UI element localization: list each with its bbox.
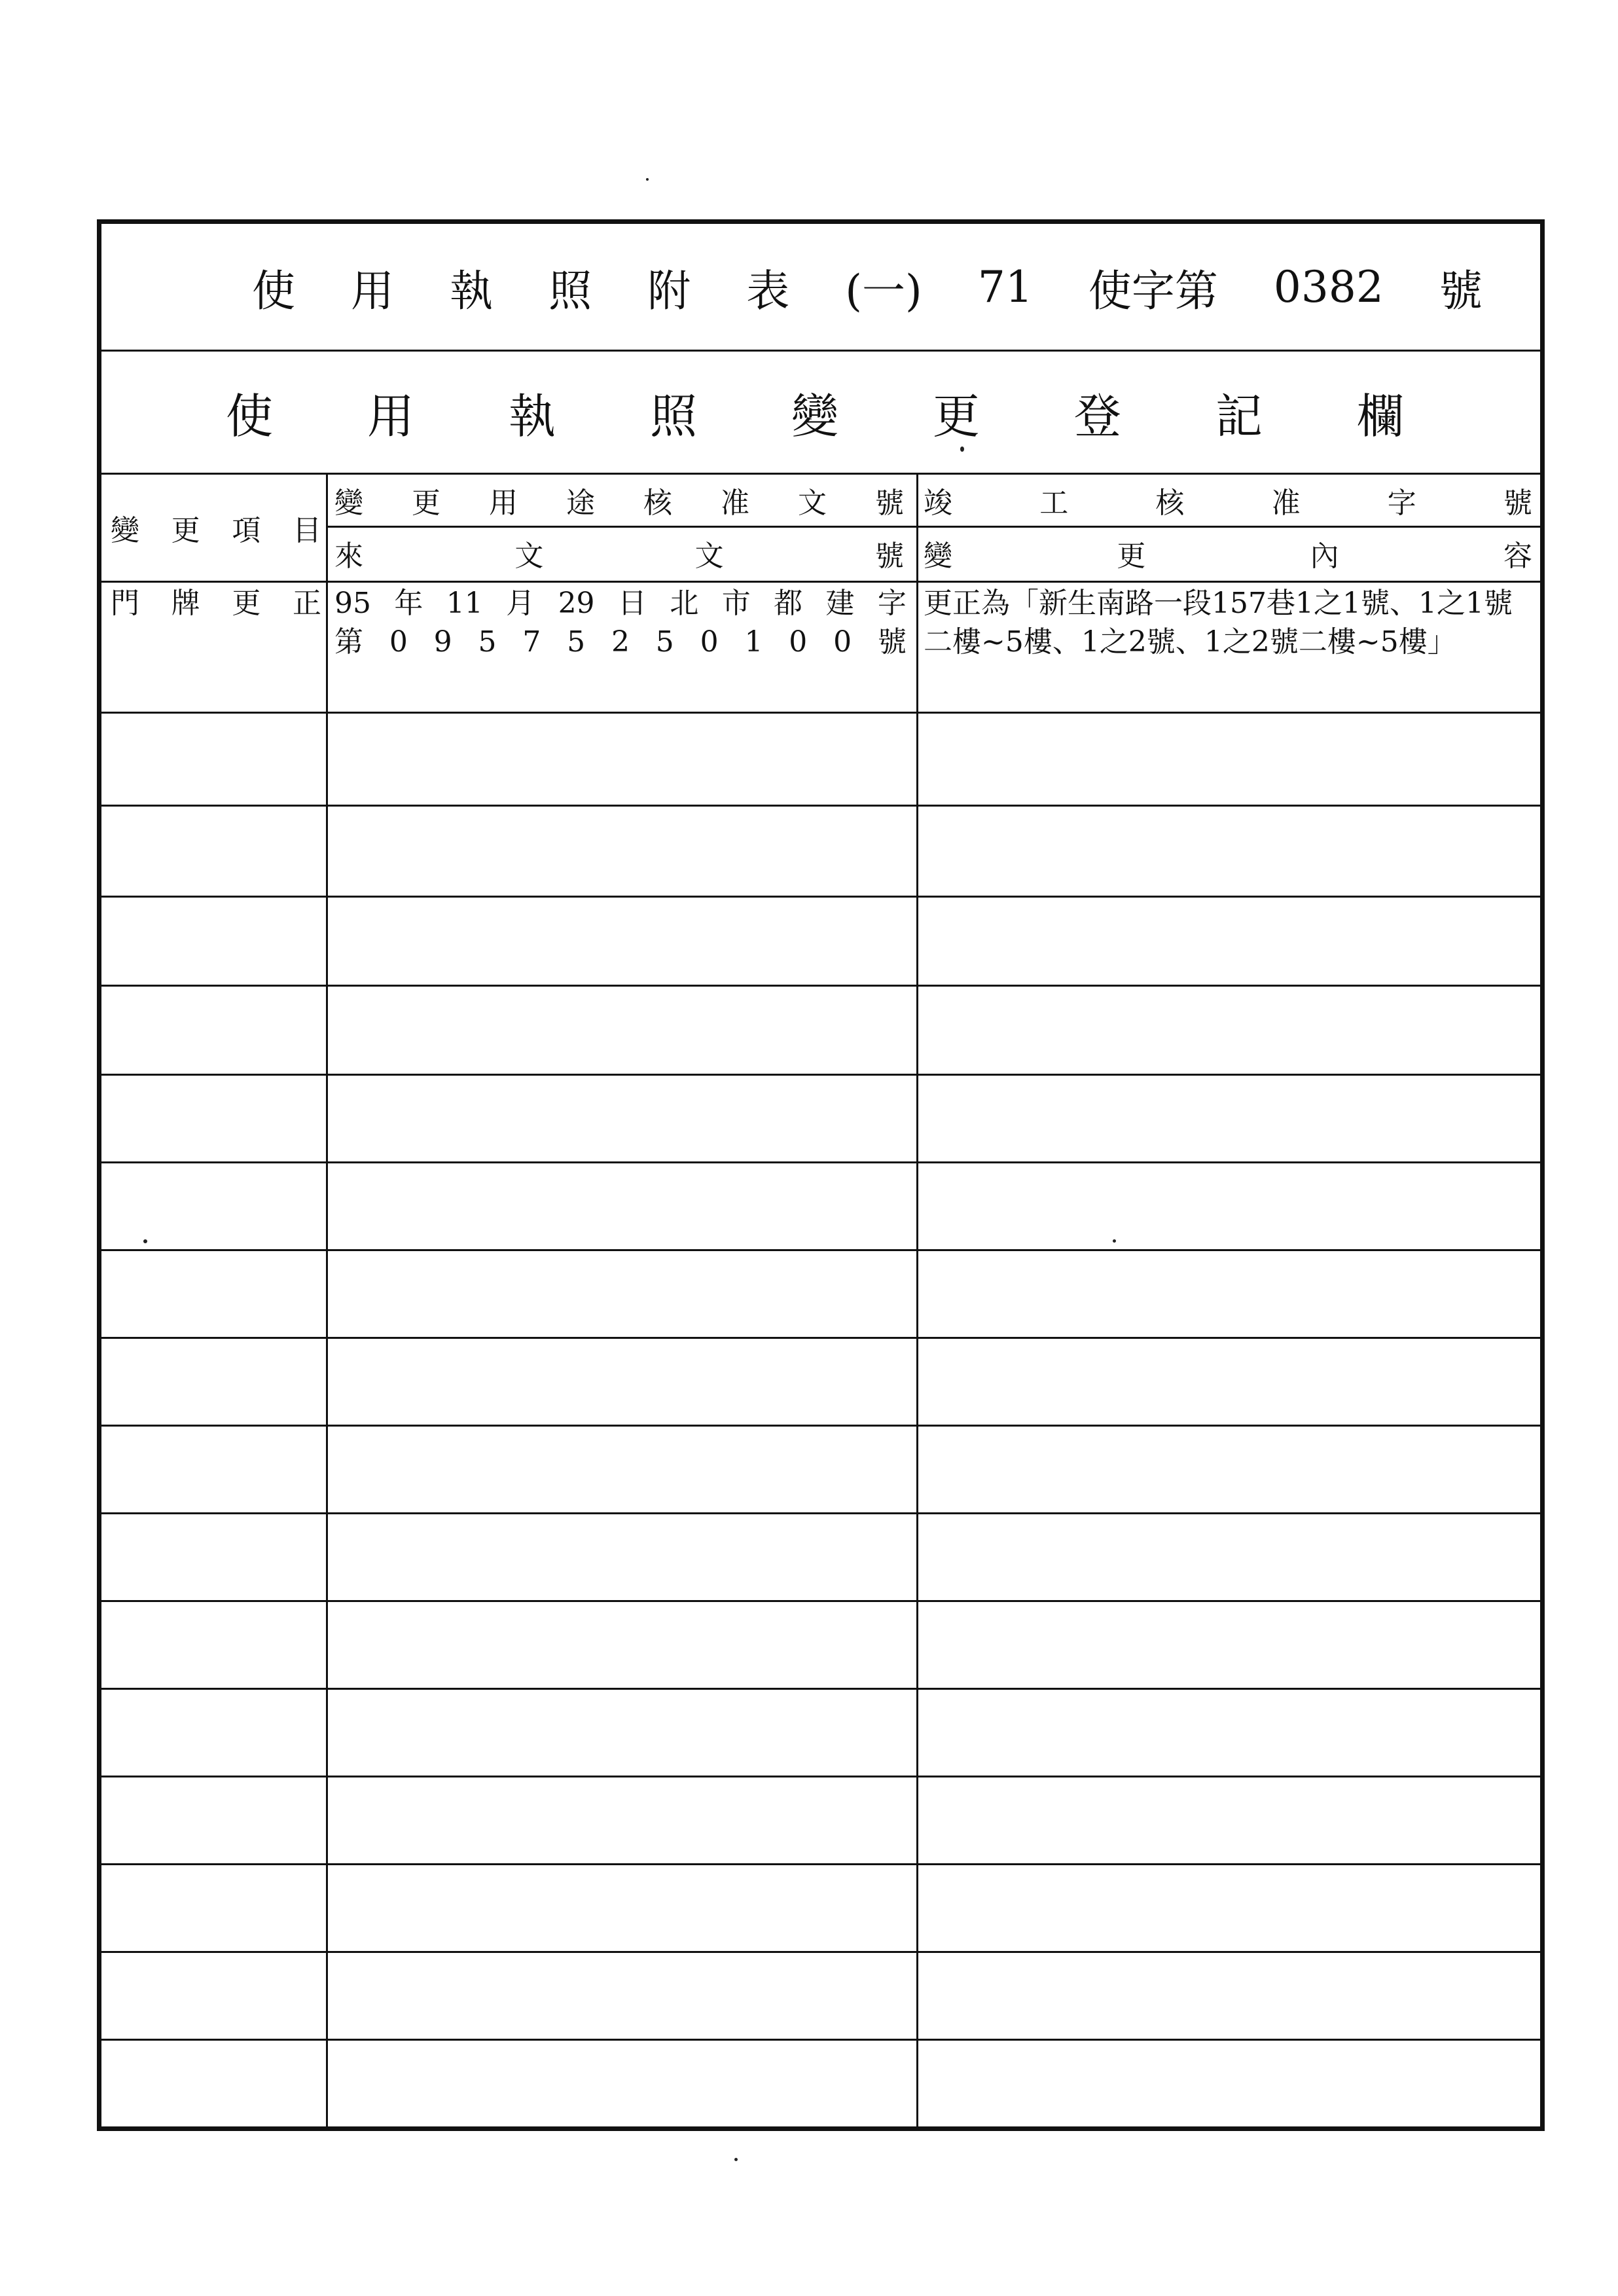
- table-row: [101, 1337, 1540, 1339]
- header-incoming-document-no: 來 文 文 號: [334, 539, 904, 573]
- header-approval-document-no: 變 更 用 途 核 准 文 號: [334, 486, 904, 520]
- entry-document-no-line-1: 95 年 11 月 29 日 北 市 都 建 字: [334, 587, 907, 620]
- title-char: 附: [647, 265, 691, 316]
- header-completion-approval-no: 竣 工 核 准 字 號: [924, 486, 1532, 520]
- subtitle-char: 用: [367, 388, 414, 444]
- title-char: 執: [450, 265, 494, 316]
- document-subtitle: [226, 352, 1404, 473]
- table-row: [101, 1249, 1540, 1251]
- header-change-content: 變 更 內 容: [924, 539, 1532, 573]
- usage-permit-table: [97, 219, 1545, 2131]
- entry-document-no-line-2: 第 0 9 5 7 5 2 5 0 1 0 0 號: [334, 625, 907, 659]
- scan-speck: [1113, 1239, 1116, 1243]
- entry-document-no: [334, 584, 907, 676]
- scan-speck: [143, 1239, 147, 1243]
- entry-change-content: 更正為「新生南路一段157巷1之1號、1之1號二樓~5樓、1之2號、1之2號二樓~5樓」: [924, 587, 1513, 659]
- table-row: [101, 1074, 1540, 1076]
- scan-speck: [734, 2158, 738, 2161]
- title-char: (一): [845, 265, 922, 316]
- scan-speck: [646, 178, 649, 181]
- title-char: 用: [351, 265, 395, 316]
- table-row: [101, 985, 1540, 987]
- subtitle-char: 照: [649, 388, 697, 444]
- table-row: [101, 1688, 1540, 1690]
- title-char: 使字第: [1088, 265, 1218, 316]
- entry-change-item: 門 牌 更 正: [111, 587, 321, 621]
- subtitle-char: 使: [226, 388, 274, 444]
- table-row: [101, 1600, 1540, 1602]
- table-row: [101, 2039, 1540, 2041]
- title-char: 照: [548, 265, 592, 316]
- table-row: [101, 1512, 1540, 1514]
- subtitle-char: 記: [1215, 388, 1263, 444]
- title-char: 號: [1439, 265, 1483, 316]
- table-row: [101, 805, 1540, 807]
- table-row: [101, 1951, 1540, 1953]
- subtitle-char: 欄: [1356, 388, 1404, 444]
- title-char: 使: [252, 265, 295, 316]
- table-row: [101, 1425, 1540, 1427]
- table-row: [101, 896, 1540, 898]
- title-char: 71: [977, 261, 1033, 312]
- title-char: 表: [746, 265, 790, 316]
- table-row: [101, 1863, 1540, 1865]
- title-char: 0382: [1273, 261, 1384, 312]
- table-row: [101, 1776, 1540, 1777]
- document-title: [252, 224, 1483, 350]
- subtitle-char: 執: [508, 388, 556, 444]
- header-change-item: 變 更 項 目: [111, 514, 321, 547]
- subtitle-char: 登: [1073, 388, 1121, 444]
- subtitle-char: 更: [932, 388, 980, 444]
- subtitle-char: 變: [791, 388, 838, 444]
- scan-speck: [960, 446, 964, 452]
- table-row: [101, 1161, 1540, 1163]
